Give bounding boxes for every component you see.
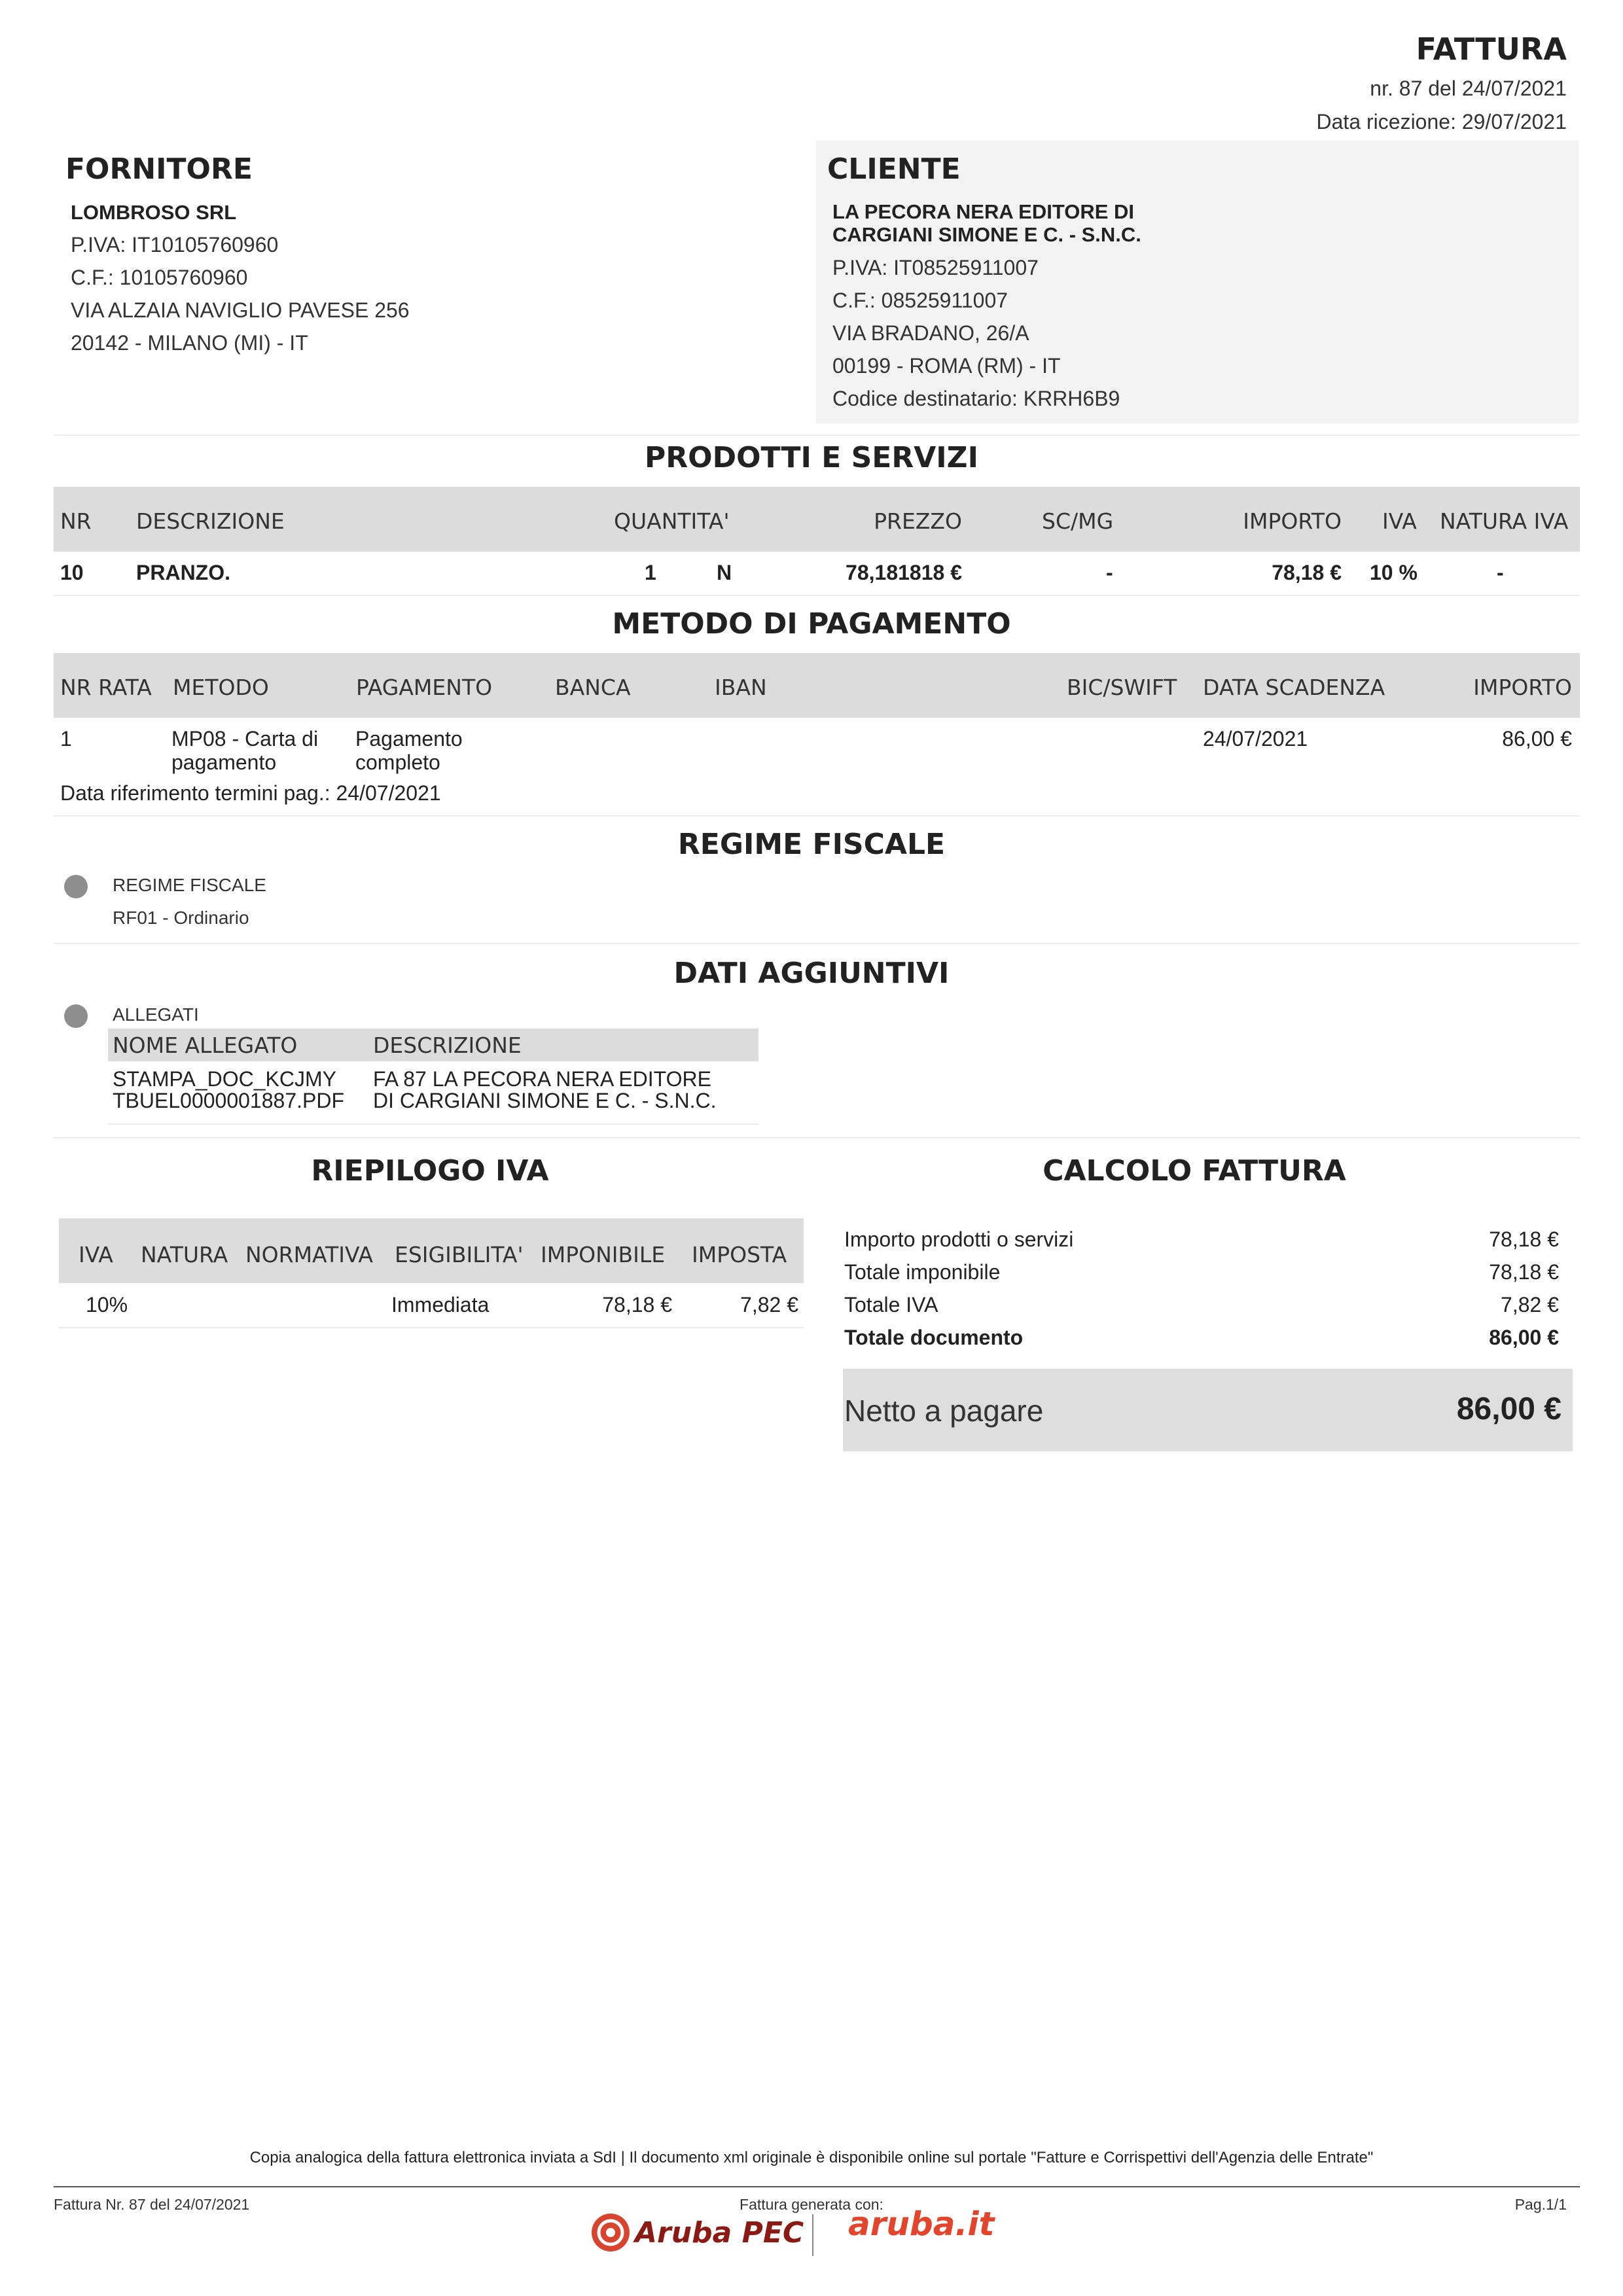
received-date: Data ricezione: 29/07/2021 [1316, 110, 1567, 133]
product-scmg: - [1106, 561, 1113, 584]
product-unit: N [717, 561, 732, 584]
col-quantita: QUANTITA' [614, 508, 730, 534]
col-bic-swift: BIC/SWIFT [1067, 675, 1177, 700]
separator [54, 943, 1580, 944]
supplier-city: 20142 - MILANO (MI) - IT [71, 331, 308, 355]
attachment-description-line2: DI CARGIANI SIMONE E C. - S.N.C. [373, 1089, 717, 1112]
vat-summary-heading: RIEPILOGO IVA [311, 1154, 549, 1188]
product-vat-nature: - [1497, 561, 1504, 584]
col-nr: NR [60, 508, 92, 534]
product-description: PRANZO. [136, 561, 230, 584]
col-iva: IVA [1382, 508, 1417, 534]
col-banca: BANCA [555, 675, 631, 700]
payment-heading: METODO DI PAGAMENTO [612, 607, 1011, 641]
supplier-name: LOMBROSO SRL [71, 201, 237, 224]
supplier-cf: C.F.: 10105760960 [71, 266, 248, 289]
payment-due-date: 24/07/2021 [1203, 727, 1308, 751]
logo-divider [812, 2214, 813, 2256]
extra-heading: DATI AGGIUNTIVI [673, 957, 950, 990]
col-pagamento: PAGAMENTO [356, 675, 493, 700]
col-vat-iva: IVA [79, 1242, 113, 1267]
separator [54, 1137, 1580, 1139]
regime-heading: REGIME FISCALE [677, 828, 946, 861]
col-iban: IBAN [715, 675, 767, 700]
calc-label-vat: Totale IVA [844, 1293, 938, 1316]
client-name-line2: CARGIANI SIMONE E C. - S.N.C. [832, 223, 1141, 246]
col-importo-pagamento: IMPORTO [1473, 675, 1572, 700]
payment-nr-rata: 1 [60, 727, 72, 751]
product-nr: 10 [60, 561, 84, 584]
product-price: 78,181818 € [846, 561, 962, 584]
net-to-pay-label: Netto a pagare [844, 1394, 1044, 1428]
attachment-name [113, 1069, 344, 1112]
calc-value-total: 86,00 € [1489, 1326, 1559, 1349]
payment-method-line2: pagamento [171, 751, 277, 774]
payment-type-line1: Pagamento [355, 727, 463, 751]
col-natura-iva: NATURA IVA [1440, 508, 1569, 534]
col-descrizione-allegato: DESCRIZIONE [373, 1033, 522, 1058]
client-name-line1: LA PECORA NERA EDITORE DI [832, 200, 1135, 223]
aruba-pec-logo-icon [589, 2212, 804, 2253]
calc-value-taxable: 78,18 € [1489, 1260, 1559, 1284]
col-importo: IMPORTO [1243, 508, 1342, 534]
calc-value-products: 78,18 € [1489, 1227, 1559, 1251]
vat-rate: 10% [86, 1293, 128, 1316]
supplier-address: VIA ALZAIA NAVIGLIO PAVESE 256 [71, 298, 410, 322]
aruba-pec-logo-text: Aruba PEC [635, 2216, 804, 2250]
col-data-scadenza: DATA SCADENZA [1203, 675, 1385, 700]
payment-method-line1: MP08 - Carta di [171, 727, 319, 751]
product-quantity: 1 [645, 561, 656, 584]
client-city: 00199 - ROMA (RM) - IT [832, 354, 1061, 378]
col-vat-imponibile: IMPONIBILE [541, 1242, 666, 1267]
payment-type [355, 727, 463, 774]
footer-page-number: Pag.1/1 [1514, 2196, 1567, 2213]
product-vat: 10 % [1370, 561, 1418, 584]
client-recipient-code: Codice destinatario: KRRH6B9 [832, 387, 1120, 410]
calc-label-taxable: Totale imponibile [844, 1260, 1001, 1284]
separator [54, 434, 1580, 436]
regime-label: REGIME FISCALE [113, 875, 266, 895]
col-descrizione: DESCRIZIONE [136, 508, 285, 534]
attachment-description-line1: FA 87 LA PECORA NERA EDITORE [373, 1067, 711, 1091]
col-scmg: SC/MG [1042, 508, 1114, 534]
col-metodo: METODO [173, 675, 269, 700]
regime-value: RF01 - Ordinario [113, 908, 249, 928]
separator [108, 1123, 758, 1125]
client-heading: CLIENTE [827, 152, 961, 186]
payment-type-line2: completo [355, 751, 440, 774]
col-nome-allegato: NOME ALLEGATO [113, 1033, 298, 1058]
col-vat-normativa: NORMATIVA [245, 1242, 374, 1267]
footer-invoice-ref: Fattura Nr. 87 del 24/07/2021 [54, 2196, 250, 2213]
attachment-description [373, 1069, 717, 1112]
payment-reference-date: Data riferimento termini pag.: 24/07/2021 [60, 781, 441, 805]
client-address: VIA BRADANO, 26/A [832, 321, 1029, 345]
calc-value-vat: 7,82 € [1501, 1293, 1559, 1316]
client-cf: C.F.: 08525911007 [832, 289, 1008, 312]
vat-esigibilita: Immediata [391, 1293, 490, 1316]
calc-label-total: Totale documento [844, 1326, 1024, 1349]
col-vat-esigibilita: ESIGIBILITA' [395, 1242, 524, 1267]
separator [54, 595, 1580, 596]
separator [59, 1327, 804, 1328]
footer-note: Copia analogica della fattura elettronica inviata a SdI | Il documento xml originale è disponibile online sul portale "Fatture e Corrispettivi dell'Agenzia delle Entrate" [249, 2149, 1374, 2166]
payment-method [171, 727, 318, 774]
calc-label-products: Importo prodotti o servizi [844, 1227, 1074, 1251]
calc-heading: CALCOLO FATTURA [1043, 1154, 1346, 1188]
separator [54, 815, 1580, 817]
products-heading: PRODOTTI E SERVIZI [645, 441, 978, 474]
bullet-dot-icon [64, 1004, 88, 1028]
col-vat-imposta: IMPOSTA [692, 1242, 787, 1267]
vat-imponibile: 78,18 € [602, 1293, 672, 1316]
col-nr-rata: NR RATA [60, 675, 152, 700]
attachments-label: ALLEGATI [113, 1004, 199, 1025]
attachment-name-line2: TBUEL0000001887.PDF [113, 1089, 344, 1112]
vat-imposta: 7,82 € [740, 1293, 798, 1316]
col-prezzo: PREZZO [874, 508, 962, 534]
bullet-dot-icon [64, 875, 88, 898]
product-amount: 78,18 € [1272, 561, 1342, 584]
supplier-heading: FORNITORE [65, 152, 253, 186]
supplier-piva: P.IVA: IT10105760960 [71, 233, 279, 256]
invoice-number: nr. 87 del 24/07/2021 [1370, 77, 1567, 100]
payment-amount: 86,00 € [1502, 727, 1572, 751]
client-piva: P.IVA: IT08525911007 [832, 256, 1039, 279]
attachment-name-line1: STAMPA_DOC_KCJMY [113, 1067, 336, 1091]
footer-divider [54, 2186, 1580, 2187]
aruba-pec-seal-icon [589, 2212, 632, 2253]
col-vat-natura: NATURA [141, 1242, 228, 1267]
net-to-pay-value: 86,00 € [1456, 1392, 1561, 1426]
footer-generated-with: Fattura generata con: [740, 2196, 883, 2213]
aruba-it-logo-icon: aruba.it [848, 2205, 995, 2243]
document-title: FATTURA [1416, 31, 1567, 67]
